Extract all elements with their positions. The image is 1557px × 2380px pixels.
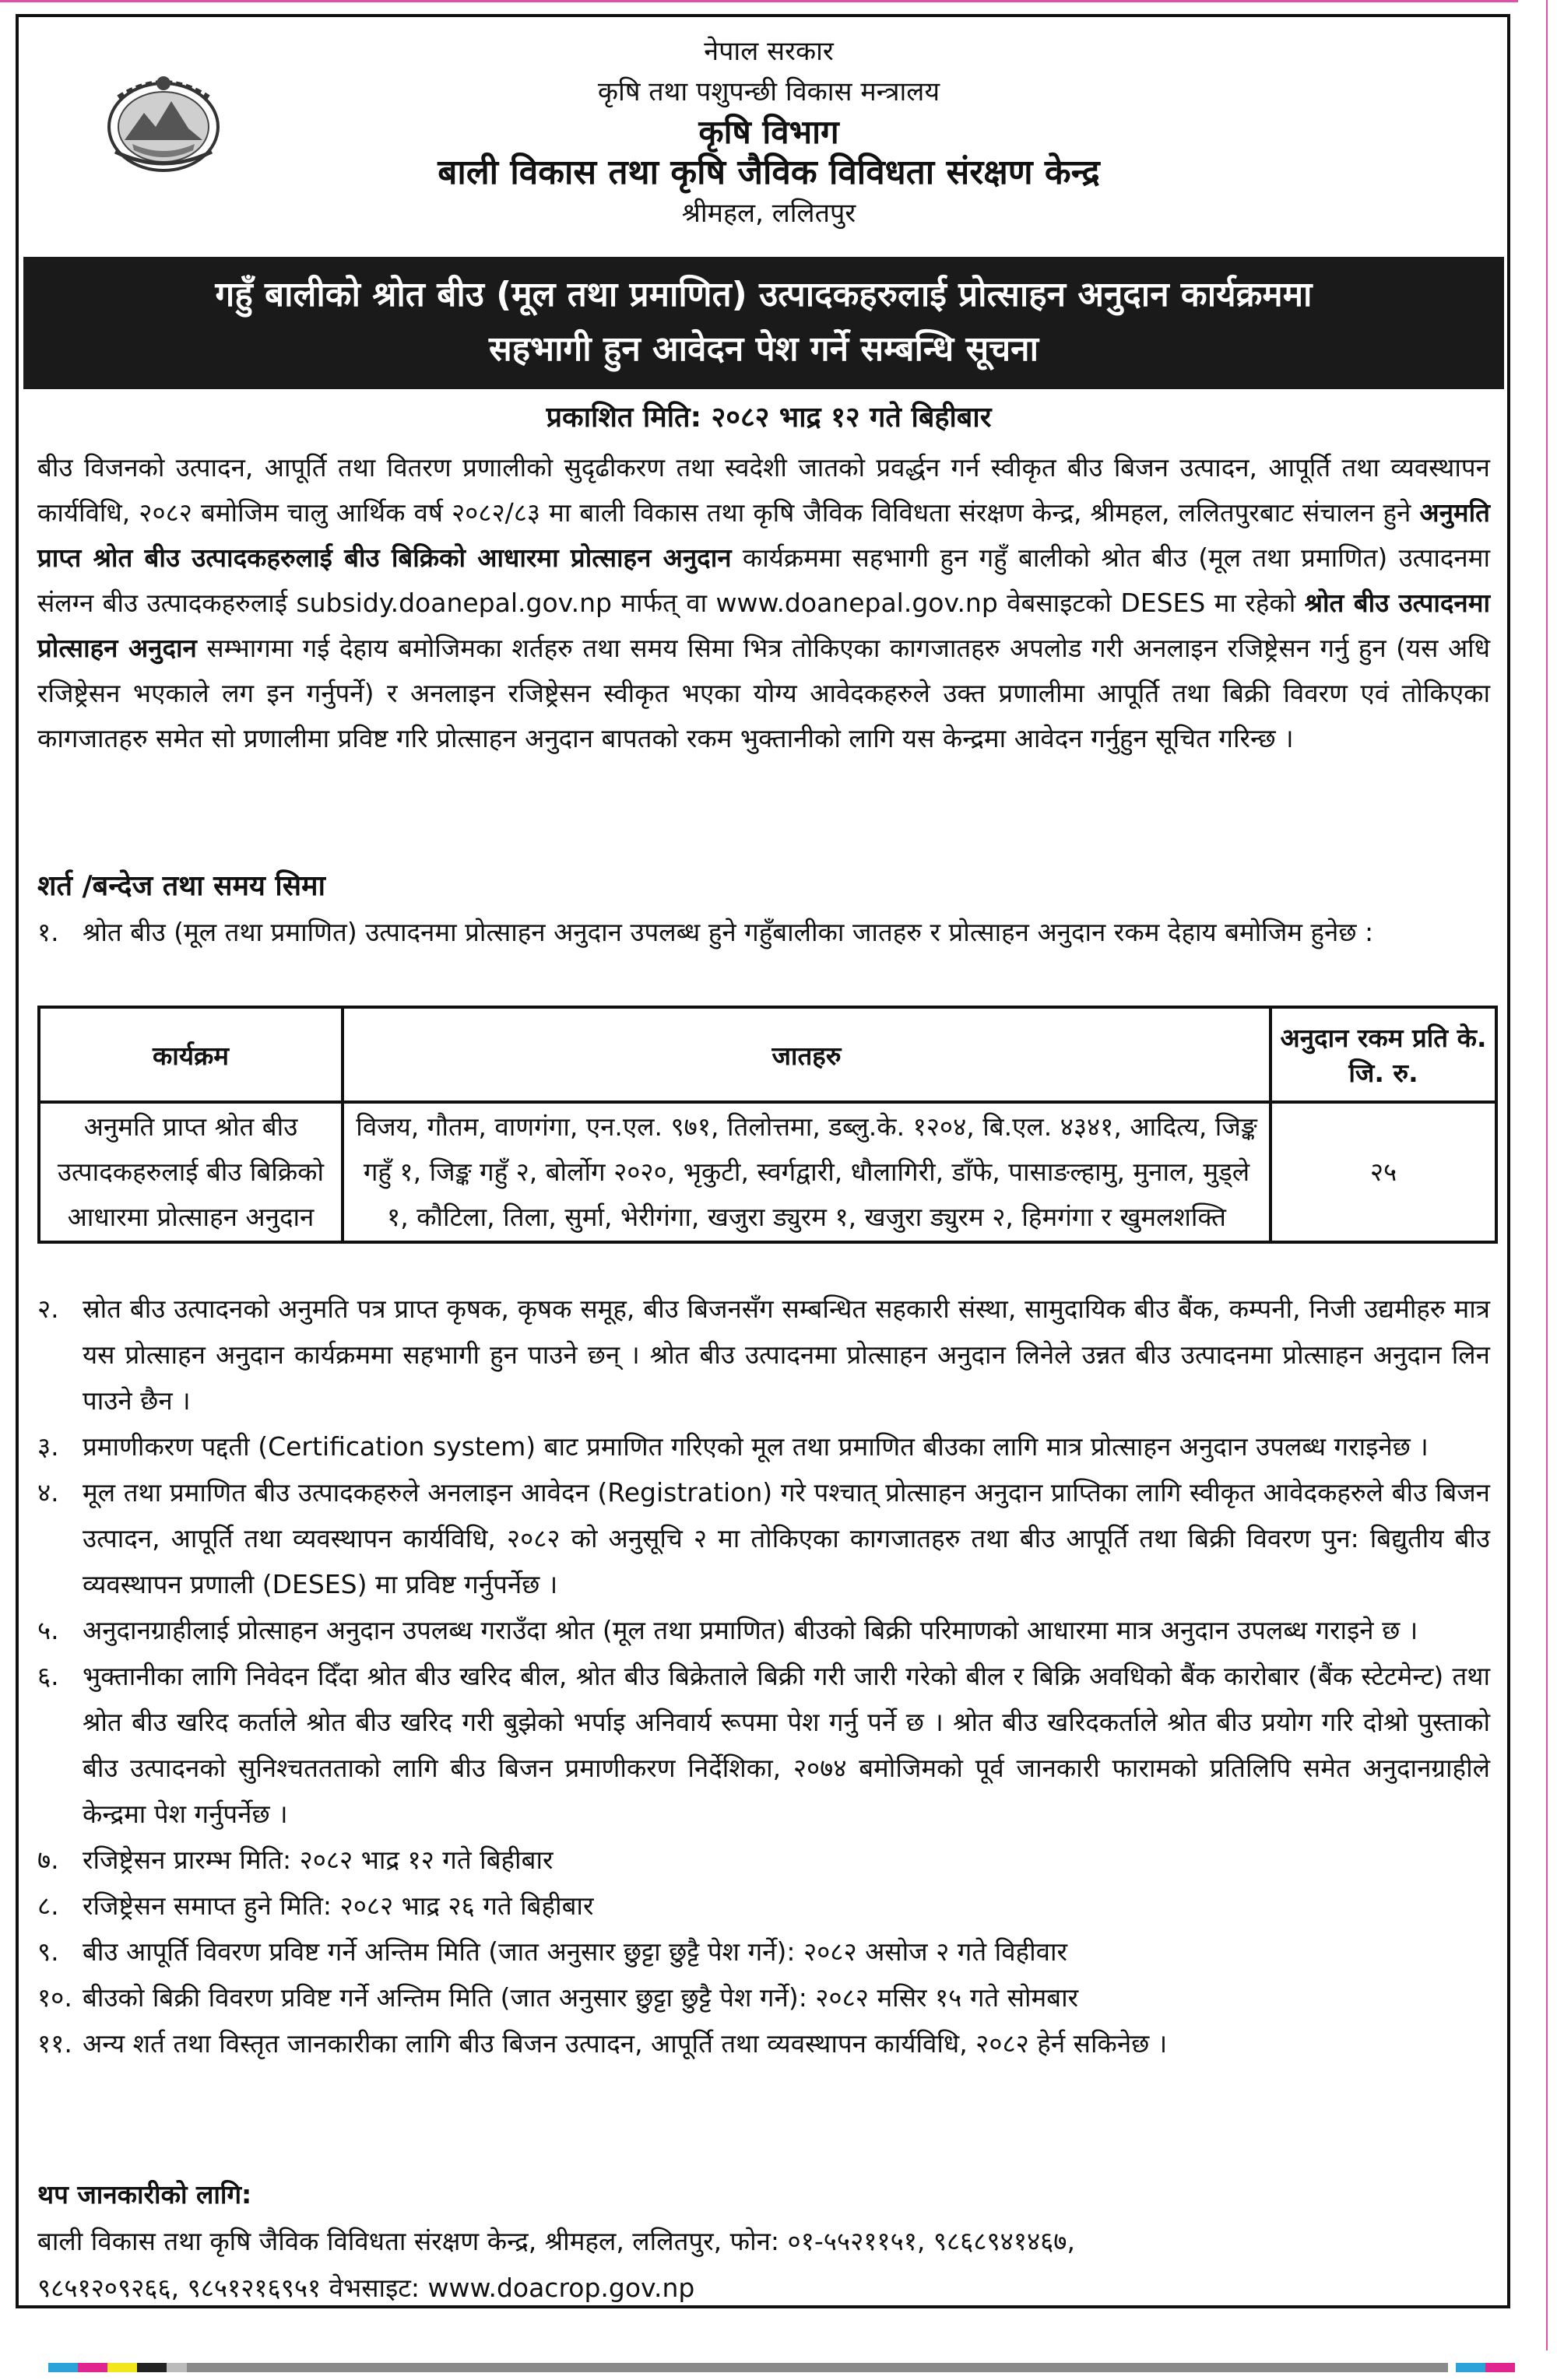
condition-item-11 (37, 2020, 1490, 2066)
table-header-varieties: जातहरु (343, 1007, 1271, 1102)
condition-number: ११. (37, 2028, 72, 2059)
condition-item-2 (37, 1286, 1490, 1423)
department-name: कृषि विभाग (698, 113, 839, 151)
condition-number: ८. (37, 1890, 59, 1921)
condition-number: १०. (37, 1982, 72, 2013)
color-swatch (107, 2363, 137, 2372)
condition-item-10 (37, 1975, 1490, 2020)
condition-item-6 (37, 1653, 1490, 1837)
condition-number: ३. (37, 1431, 59, 1462)
center-address: श्रीमहल, ललितपुर (681, 198, 856, 229)
condition-text: भुक्तानीका लागि निवेदन दिँदा श्रोत बीउ खरिद बील, श्रोत बीउ बिक्रेताले बिक्री गरी जारी गरेको बील र बिक्रि अवधिको बैंक कारोबार (बैंक स्टेटमेन्ट) तथा श्रोत बीउ खरिद कर्ताले श्रोत बीउ खरिद गरी बुझेको भर्पाइ अनिवार्य रूपमा पेश गर्नु पर्ने छ । श्रोत बीउ खरिदकर्ताले श्रोत बीउ प्रयोग गरि दोश्रो पुस्ताको बीउ उत्पादनको सुनिश्चततताको लागि बीउ बिजन प्रमाणीकरण निर्देशिका, २०७४ बमोजिमको पूर्व जानकारी फारामको प्रतिलिपि समेत अनुदानग्राहीले केन्द्रमा पेश गर्नुपर्नेछ । (83, 1661, 1490, 1829)
center-name: बाली विकास तथा कृषि जैविक विविधता संरक्षण केन्द्र (438, 153, 1100, 192)
table-header-program: कार्यक्रम (39, 1007, 343, 1102)
registration-marks-left (48, 2363, 196, 2372)
condition-text: बीउ आपूर्ति विवरण प्रविष्ट गर्ने अन्तिम मिति (जात अनुसार छुट्टा छुट्टै पेश गर्ने): २०८२ असोज २ गते विहीवार (83, 1936, 1068, 1967)
condition-text: रजिष्ट्रेसन समाप्त हुने मिति: २०८२ भाद्र २६ गते बिहीबार (83, 1890, 594, 1921)
condition-item-3 (37, 1423, 1490, 1469)
condition-item-4 (37, 1469, 1490, 1607)
table-row (39, 1102, 1496, 1242)
intro-text-2: कार्यक्रममा सहभागी हुन गहुँ बालीको श्रोत बीउ (मूल तथा प्रमाणित) उत्पादनमा संलग्न बीउ उत्पादकहरुलाई subsidy.doanepal.gov.np मार्फत् वा www.doanepal.gov.np वेबसाइटको DESES मा रहेको (37, 542, 1490, 618)
condition-text: श्रोत बीउ (मूल तथा प्रमाणित) उत्पादनमा प्रोत्साहन अनुदान उपलब्ध हुने गहुँबालीका जातहरु र प्रोत्साहन अनुदान रकम देहाय बमोजिम हुनेछ : (83, 917, 1374, 947)
color-swatch (1485, 2363, 1515, 2372)
contact-info (37, 2171, 1490, 2312)
condition-number: ७. (37, 1845, 59, 1875)
table-header-row (39, 1007, 1496, 1102)
subsidy-table (37, 1006, 1498, 1244)
intro-bold-1: अनुमति प्राप्त श्रोत बीउ उत्पादकहरुलाई बीउ बिक्रिको आधारमा प्रोत्साहन अनुदान (37, 497, 1490, 573)
notice-title-line-1: गहुँ बालीको श्रोत बीउ (मूल तथा प्रमाणित) उत्पादकहरुलाई प्रोत्साहन अनुदान कार्यक्रममा (215, 275, 1313, 314)
condition-number: २. (37, 1294, 59, 1324)
conditions-heading: शर्त /बन्देज तथा समय सिमा (37, 870, 325, 902)
contact-line-1: बाली विकास तथा कृषि जैविक विविधता संरक्षण केन्द्र, श्रीमहल, ललितपुर, फोन: ०१-५५२११५१, ९८६८९४१४६७, (37, 2226, 1075, 2256)
table-cell-varieties: विजय, गौतम, वाणगंगा, एन.एल. ९७१, तिलोत्तमा, डब्लु.के. १२०४, बि.एल. ४३४१, आदित्य, जिङ्क गहुँ १, जिङ्क गहुँ २, बोर्लोग २०२०, भृकुटी, स्वर्गद्वारी, धौलागिरी, डाँफे, पासाङल्हामु, मुनाल, मुड्ले १, कौटिला, तिला, सुर्मा, भेरीगंगा, खजुरा ड्युरम १, खजुरा ड्युरम २, हिमगंगा र खुमलशक्ति (343, 1102, 1271, 1242)
condition-number: ६. (37, 1661, 59, 1691)
condition-text: रजिष्ट्रेसन प्रारम्भ मिति: २०८२ भाद्र १२ गते बिहीबार (83, 1845, 554, 1875)
condition-item-1 (37, 909, 1490, 956)
conditions-list (37, 1286, 1490, 2066)
color-swatch (78, 2363, 107, 2372)
condition-item-8 (37, 1883, 1490, 1929)
color-swatch (48, 2363, 78, 2372)
top-accent-line (0, 0, 1518, 2)
condition-text: मूल तथा प्रमाणित बीउ उत्पादकहरुले अनलाइन आवेदन (Registration) गरे पश्चात् प्रोत्साहन अनुदान प्राप्तिका लागि स्वीकृत आवेदकहरुले बीउ बिजन उत्पादन, आपूर्ति तथा व्यवस्थापन कार्यविधि, २०८२ को अनुसूचि २ मा तोकिएका कागजातहरु तथा बीउ आपूर्ति तथा बिक्री विवरण पुन: बिद्युतीय बीउ व्यवस्थापन प्रणाली (DESES) मा प्रविष्ट गर्नुपर्नेछ । (83, 1477, 1490, 1599)
condition-text: स्रोत बीउ उत्पादनको अनुमति पत्र प्राप्त कृषक, कृषक समूह, बीउ बिजनसँग सम्बन्धित सहकारी संस्था, सामुदायिक बीउ बैंक, कम्पनी, निजी उद्यमीहरु मात्र यस प्रोत्साहन अनुदान कार्यक्रममा सहभागी हुन पाउने छन् । श्रोत बीउ उत्पादनमा प्रोत्साहन अनुदान लिनेले उन्नत बीउ उत्पादनमा प्रोत्साहन अनुदान लिन पाउने छैन । (83, 1294, 1490, 1416)
published-date: प्रकाशित मिति: २०८२ भाद्र १२ गते बिहीबार (546, 402, 992, 434)
table-cell-amount: २५ (1271, 1102, 1496, 1242)
intro-paragraph (37, 445, 1490, 761)
intro-text-1: बीउ विजनको उत्पादन, आपूर्ति तथा वितरण प्रणालीको सुदृढीकरण तथा स्वदेशी जातको प्रवर्द्धन गर्न स्वीकृत बीउ बिजन उत्पादन, आपूर्ति तथा व्यवस्थापन कार्यविधि, २०८२ बमोजिम चालु आर्थिक वर्ष २०८२/८३ मा बाली विकास तथा कृषि जैविक विविधता संरक्षण केन्द्र, श्रीमहल, ललितपुरबाट संचालन हुने (37, 452, 1490, 528)
condition-number: ४. (37, 1477, 59, 1508)
condition-text: अन्य शर्त तथा विस्तृत जानकारीका लागि बीउ बिजन उत्पादन, आपूर्ति तथा व्यवस्थापन कार्यविधि, २०८२ हेर्न सकिनेछ । (83, 2028, 1168, 2059)
intro-bold-2: श्रोत बीउ उत्पादनमा प्रोत्साहन अनुदान (37, 588, 1490, 663)
condition-text: प्रमाणीकरण पद्दती (Certification system) बाट प्रमाणित गरिएको मूल तथा प्रमाणित बीउका लागि मात्र प्रोत्साहन अनुदान उपलब्ध गराइनेछ । (83, 1431, 1429, 1462)
color-swatch (137, 2363, 167, 2372)
registration-bar (187, 2363, 1448, 2372)
right-accent-line (1546, 0, 1548, 2350)
letterhead (0, 31, 1538, 233)
notice-title-line-2: सहभागी हुन आवेदन पेश गर्ने सम्बन्धि सूचना (489, 329, 1039, 369)
condition-item-9 (37, 1929, 1490, 1975)
condition-number: ५. (37, 1615, 59, 1645)
color-swatch (1456, 2363, 1485, 2372)
contact-heading: थप जानकारीको लागि: (37, 2179, 252, 2210)
condition-number: ९. (37, 1936, 59, 1967)
table-header-amount: अनुदान रकम प्रति के. जि. रु. (1271, 1007, 1496, 1102)
govt-name: नेपाल सरकार (704, 36, 834, 67)
condition-number: १. (37, 917, 59, 947)
contact-line-2: ९८५१२०९२६६, ९८५१२१६९५१ वेभसाइट: www.doacrop.gov.np (37, 2273, 695, 2303)
condition-item-7 (37, 1837, 1490, 1883)
intro-text-3: सम्भागमा गई देहाय बमोजिमका शर्तहरु तथा समय सिमा भित्र तोकिएका कागजातहरु अपलोड गरी अनलाइन रजिष्ट्रेसन गर्नु हुन (यस अधि रजिष्ट्रेसन भएकाले लग इन गर्नुपर्ने) र अनलाइन रजिष्ट्रेसन स्वीकृत भएका योग्य आवेदकहरुले उक्त प्रणालीमा आपूर्ति तथा बिक्री विवरण एवं तोकिएका कागजातहरु समेत सो प्रणालीमा प्रविष्ट गरि प्रोत्साहन अनुदान बापतको रकम भुक्तानीको लागि यस केन्द्रमा आवेदन गर्नुहुन सूचित गरिन्छ । (37, 633, 1491, 753)
condition-text: अनुदानग्राहीलाई प्रोत्साहन अनुदान उपलब्ध गराउँदा श्रोत (मूल तथा प्रमाणित) बीउको बिक्री परिमाणको आधारमा मात्र अनुदान उपलब्ध गराइने छ । (83, 1615, 1418, 1645)
table-cell-program: अनुमति प्राप्त श्रोत बीउ उत्पादकहरुलाई बीउ बिक्रिको आधारमा प्रोत्साहन अनुदान (39, 1102, 343, 1242)
ministry-name: कृषि तथा पशुपन्छी विकास मन्त्रालय (597, 76, 940, 107)
condition-text: बीउको बिक्री विवरण प्रविष्ट गर्ने अन्तिम मिति (जात अनुसार छुट्टा छुट्टै पेश गर्ने): २०८२ मसिर १५ गते सोमबार (83, 1982, 1079, 2013)
notice-title-banner (23, 257, 1504, 389)
condition-item-5 (37, 1607, 1490, 1653)
registration-marks-right (1456, 2363, 1515, 2372)
